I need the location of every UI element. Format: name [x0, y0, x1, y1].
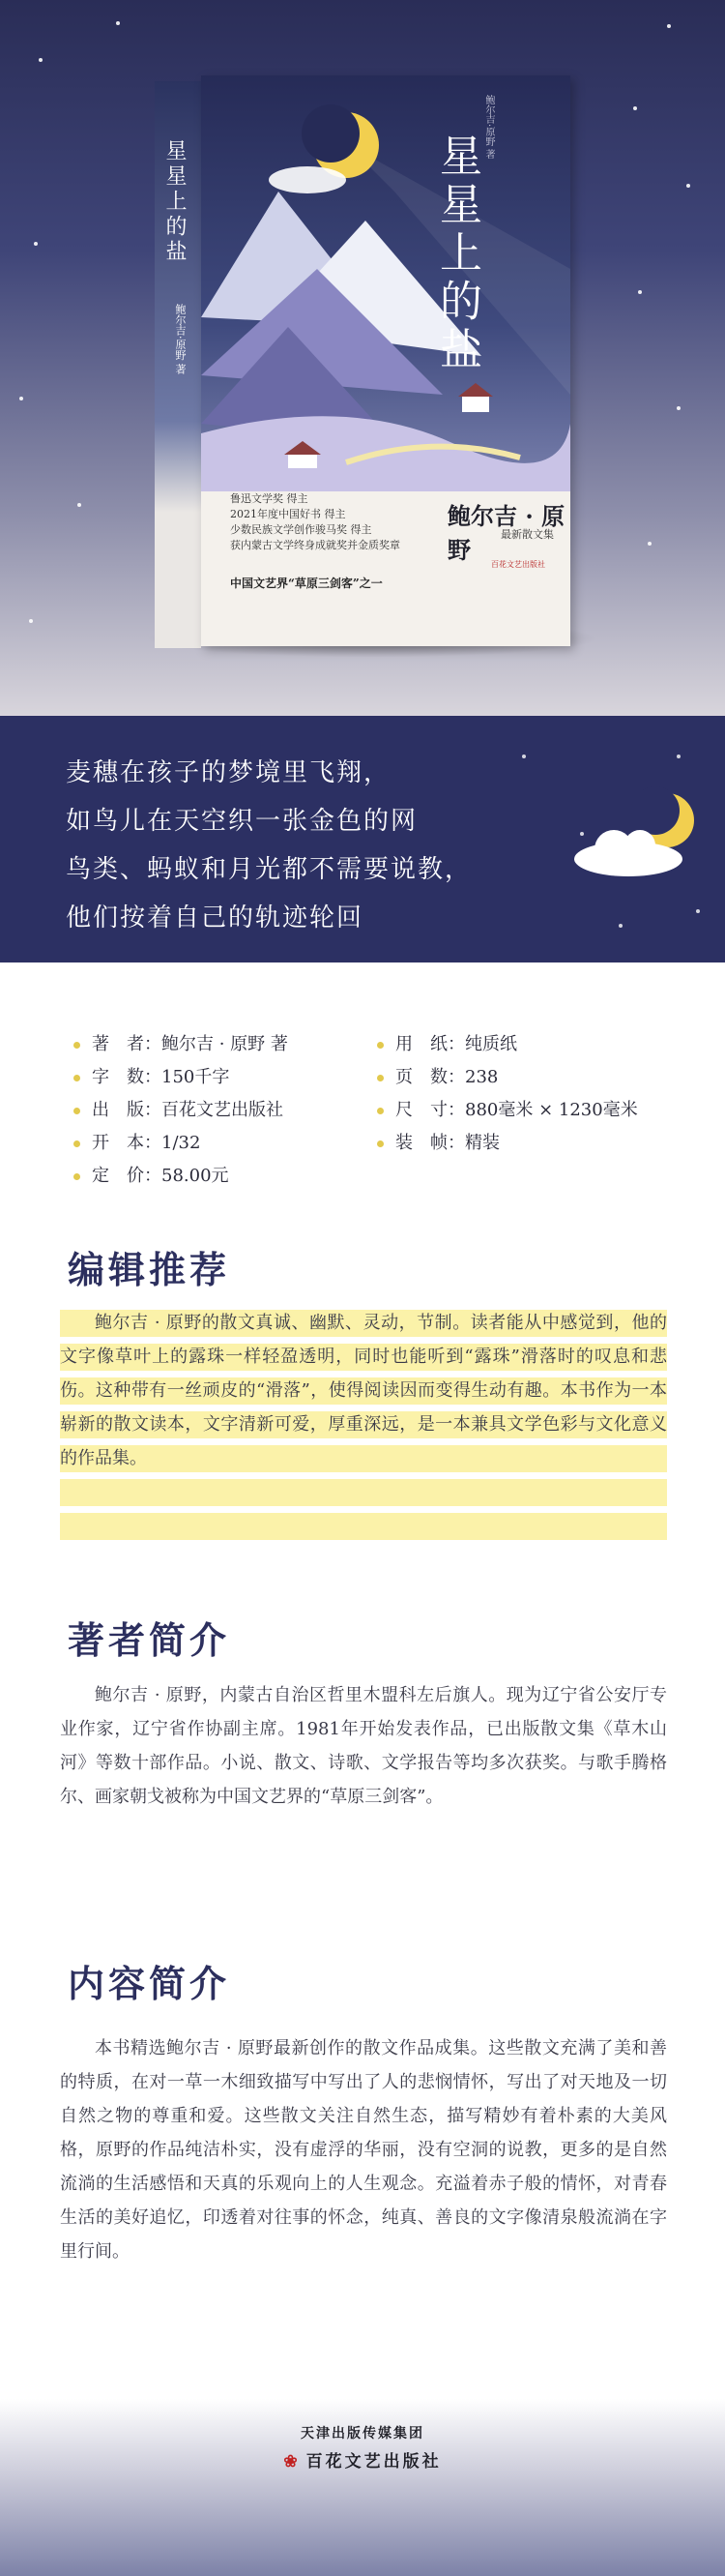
moon-cloud-icon [570, 774, 706, 880]
author-text: 鲍尔吉 · 原野，内蒙古自治区哲里木盟科左后旗人。现为辽宁省公安厅专业作家，辽宁省作协副主席。1981年开始发表作品，已出版散文集《草木山河》等数十部作品。小说、散文、诗歌、文学报告等均多次获奖。与歌手腾格尔、画家朝戈被称为中国文艺界的“草原三剑客”。 [60, 1685, 667, 1807]
quote-line: 鸟类、蚂蚁和月光都不需要说教， [66, 855, 473, 884]
cover-illustration [201, 75, 570, 491]
info-item: 开 本：1/32 [73, 1129, 200, 1154]
cover-author-small: 鲍尔吉·原野 著 [483, 95, 494, 160]
book-cover-image [155, 75, 570, 646]
award-line: 少数民族文学创作骏马奖 得主 [230, 523, 372, 536]
hero-section [0, 0, 725, 716]
publisher-logo-icon: ❀ [283, 2452, 301, 2472]
award-line: 鲁迅文学奖 得主 [230, 492, 308, 505]
info-item: 用 纸：纯质纸 [377, 1030, 517, 1055]
award-line: 获内蒙古文学终身成就奖并金质奖章 [230, 539, 400, 551]
info-item: 出 版：百花文艺出版社 [73, 1096, 283, 1121]
publisher-name-text: 百花文艺出版社 [305, 2452, 442, 2472]
publisher-name [0, 2447, 725, 2472]
info-item: 定 价：58.00元 [73, 1162, 229, 1187]
cover-author: 鲍尔吉 · 原野 [448, 502, 566, 564]
book-spine [155, 81, 201, 648]
editor-heading: 编辑推荐 [68, 1248, 231, 1291]
publisher-group: 天津出版传媒集团 [301, 2426, 424, 2442]
cover-title: 星星上的盐 [432, 133, 481, 375]
cover-publisher-logo: 百花文艺出版社 [491, 560, 545, 569]
quote-line: 麦穗在孩子的梦境里飞翔， [66, 758, 392, 787]
quote-line: 他们按着自己的轨迹轮回 [66, 903, 364, 933]
spine-author: 鲍尔吉·原野 著 [174, 304, 187, 374]
cover-tagline: 中国文艺界“草原三剑客”之一 [230, 577, 383, 590]
content-heading: 内容简介 [68, 1962, 231, 2005]
editor-text: 鲍尔吉 · 原野的散文真诚、幽默、灵动，节制。读者能从中感觉到，他的文字像草叶上的露珠一样轻盈透明，同时也能听到“露珠”滑落时的叹息和悲伤。这种带有一丝顽皮的“滑落”，使得阅读因而变得生动有趣。本书作为一本崭新的散文读本，文字清新可爱，厚重深远，是一本兼具文学色彩与文化意义的作品集。 [60, 1313, 667, 1468]
quote-line: 如鸟儿在天空织一张金色的网 [66, 807, 419, 836]
award-line: 2021年度中国好书 得主 [230, 508, 346, 520]
book-front [201, 75, 570, 646]
spine-title: 星星上的盐 [162, 139, 187, 265]
cover-awards [230, 491, 400, 553]
info-item: 装 帧：精装 [377, 1129, 500, 1154]
info-item: 页 数：238 [377, 1063, 498, 1088]
info-item: 尺 寸：880毫米 × 1230毫米 [377, 1096, 638, 1121]
content-text: 本书精选鲍尔吉 · 原野最新创作的散文作品成集。这些散文充满了美和善的特质，在对一草一木细致描写中写出了人的悲悯情怀，写出了对天地及一切自然之物的尊重和爱。这些散文关注自然生态，描写精妙有着朴素的大美风格，原野的作品纯洁朴实，没有虚浮的华丽，没有空洞的说教，更多的是自然流淌的生活感悟和天真的乐观向上的人生观念。充溢着赤子般的情怀，对青春生活的美好追忆，印透着对往事的怀念，纯真、善良的文字像清泉般流淌在字里行间。 [60, 2038, 667, 2262]
author-heading: 著者简介 [68, 1618, 231, 1662]
info-item: 著 者：鲍尔吉 · 原野 著 [73, 1030, 288, 1055]
quote-banner [0, 716, 725, 962]
info-item: 字 数：150千字 [73, 1063, 229, 1088]
cover-subtitle: 最新散文集 [501, 528, 554, 541]
